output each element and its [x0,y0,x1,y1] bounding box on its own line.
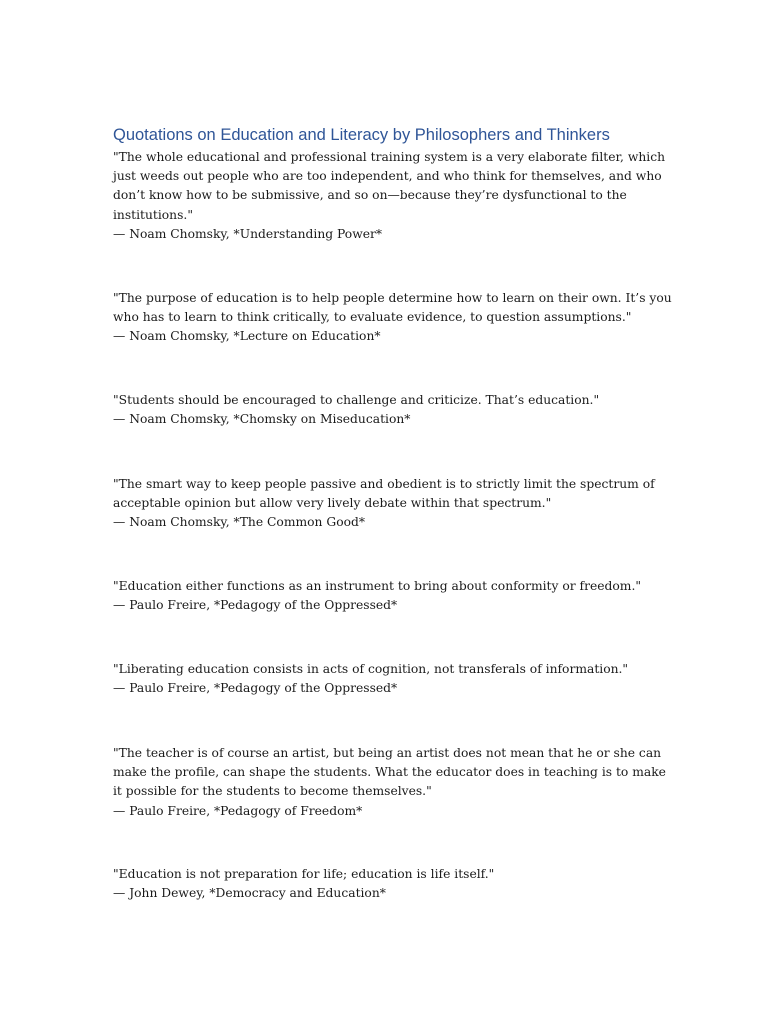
quote-attribution: — Noam Chomsky, *Understanding Power* [113,226,383,241]
quote-attribution: — Paulo Freire, *Pedagogy of the Oppressed* [113,598,398,613]
quote-attribution: — Noam Chomsky, *The Common Good* [113,515,366,530]
quote-block [113,865,673,903]
quote-block [113,475,673,533]
quote-block [113,289,673,347]
quote-attribution: — Noam Chomsky, *Chomsky on Miseducation* [113,412,411,427]
quote-text: "The whole educational and professional training system is a very elaborate filter, which just weeds out people who are too independent, and who think for themselves, and who don’t know how to be submissive, and so on—because they’re dysfunctional to the institutions." [113,150,666,222]
quote-attribution: — John Dewey, *Democracy and Education* [113,886,386,901]
quote-attribution: — Noam Chomsky, *Lecture on Education* [113,329,381,344]
quote-block [113,577,673,615]
quote-text: "Liberating education consists in acts of cognition, not transferals of information." [113,662,629,676]
quote-attribution: — Paulo Freire, *Pedagogy of Freedom* [113,803,363,818]
quote-text: "The teacher is of course an artist, but being an artist does not mean that he or she can make the profile, can shape the students. What the educator does in teaching is to make it possible for the students to become themselves." [113,746,666,799]
quote-attribution: — Paulo Freire, *Pedagogy of the Oppressed* [113,681,398,696]
quote-text: "The smart way to keep people passive and obedient is to strictly limit the spectrum of acceptable opinion but allow very lively debate within that spectrum." [113,477,655,511]
quote-block [113,744,673,821]
document-title: Quotations on Education and Literacy by Philosophers and Thinkers [113,126,610,144]
quote-block [113,148,673,244]
quote-block [113,660,673,698]
quote-text: "The purpose of education is to help people determine how to learn on their own. It’s you who has to learn to think critically, to evaluate evidence, to question assumptions." [113,291,672,325]
quote-text: "Education either functions as an instrument to bring about conformity or freedom." [113,579,642,593]
quote-text: "Students should be encouraged to challenge and criticize. That’s education." [113,393,600,407]
quote-text: "Education is not preparation for life; education is life itself." [113,867,495,881]
quote-block [113,391,673,429]
